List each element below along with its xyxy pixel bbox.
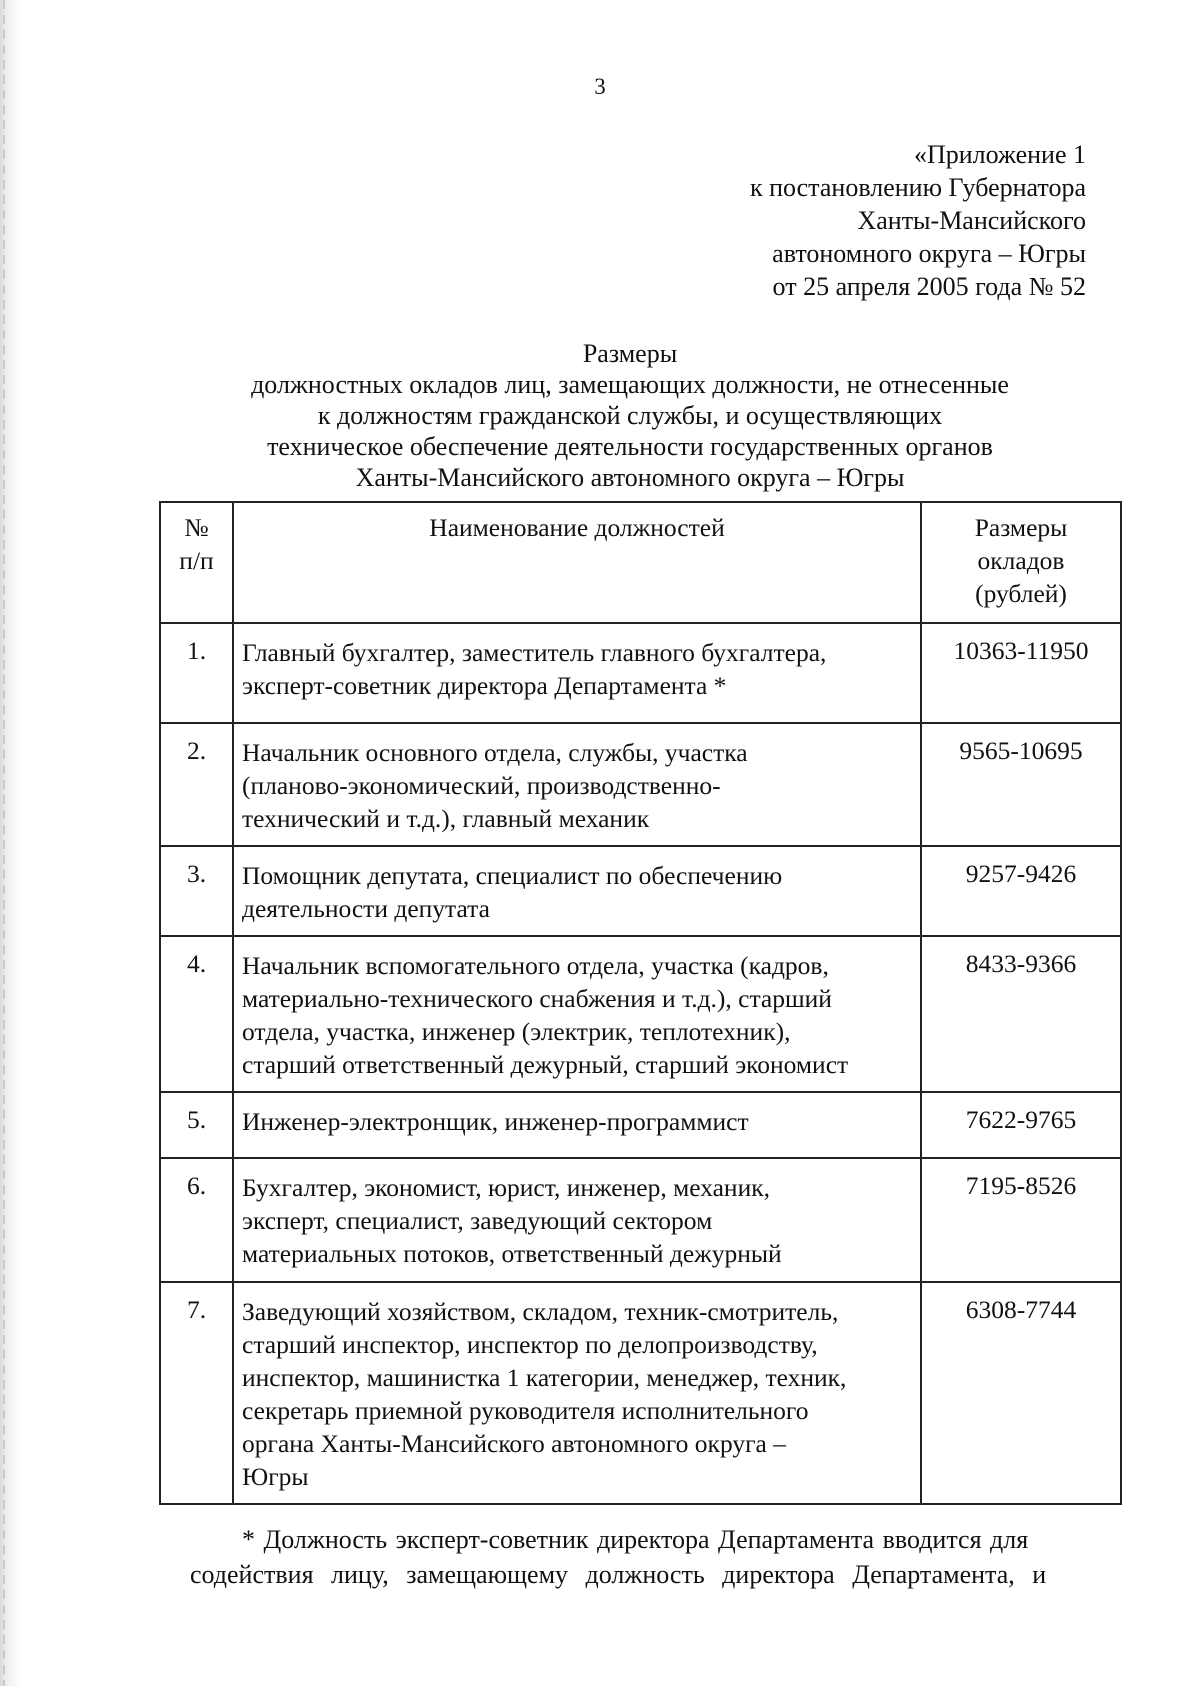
title-line: должностных окладов лиц, замещающих должности, не отнесенные: [251, 370, 1009, 399]
position-name-line: Помощник депутата, специалист по обеспечению: [242, 861, 783, 890]
header-salary-line: Размеры: [974, 513, 1068, 542]
table-row: [160, 936, 1121, 1092]
table-row: [160, 1158, 1121, 1282]
footnote-line: содействия лицу, замещающему должность директора Департамента, и: [190, 1560, 1047, 1589]
position-name-line: деятельности депутата: [242, 894, 490, 923]
position-name-line: старший инспектор, инспектор по делопроизводству,: [242, 1330, 818, 1359]
position-name-line: Главный бухгалтер, заместитель главного бухгалтера,: [242, 638, 827, 667]
row-position-name: [233, 623, 921, 723]
position-name-line: отдела, участка, инженер (электрик, теплотехник),: [242, 1017, 791, 1046]
position-name-line: (планово-экономический, производственно-: [242, 771, 721, 800]
row-salary-range: 7195-8526: [921, 1158, 1121, 1282]
row-number: 7.: [160, 1282, 233, 1504]
row-salary-range: 9565-10695: [921, 723, 1121, 846]
position-name-line: эксперт, специалист, заведующий сектором: [242, 1206, 713, 1235]
attachment-line: «Приложение 1: [913, 140, 1086, 169]
position-name-line: технический и т.д.), главный механик: [242, 804, 650, 833]
row-number: 6.: [160, 1158, 233, 1282]
row-number: 1.: [160, 623, 233, 723]
footnote: [190, 1522, 1120, 1592]
header-salary: [921, 502, 1121, 623]
row-number: 2.: [160, 723, 233, 846]
row-salary-range: 7622-9765: [921, 1092, 1121, 1158]
attachment-line: Ханты-Мансийского: [857, 206, 1086, 235]
row-salary-range: 9257-9426: [921, 846, 1121, 936]
row-position-name: [233, 1282, 921, 1504]
header-number-line: №: [184, 513, 209, 542]
position-name-line: Бухгалтер, экономист, юрист, инженер, механик,: [242, 1173, 770, 1202]
table-row: [160, 1092, 1121, 1158]
attachment-line: от 25 апреля 2005 года № 52: [772, 272, 1086, 301]
position-name-line: эксперт-советник директора Департамента *: [242, 671, 727, 700]
row-number: 3.: [160, 846, 233, 936]
position-name-line: органа Ханты-Мансийского автономного округа –: [242, 1429, 787, 1458]
row-position-name: [233, 1158, 921, 1282]
row-position-name: [233, 936, 921, 1092]
header-salary-line: (рублей): [975, 579, 1067, 608]
row-number: 4.: [160, 936, 233, 1092]
position-name-line: старший ответственный дежурный, старший экономист: [242, 1050, 849, 1079]
position-name-line: секретарь приемной руководителя исполнительного: [242, 1396, 809, 1425]
row-salary-range: 6308-7744: [921, 1282, 1121, 1504]
salary-table: [159, 501, 1122, 1505]
row-position-name: [233, 846, 921, 936]
table-row: [160, 1282, 1121, 1504]
header-salary-line: окладов: [977, 546, 1065, 575]
table-row: [160, 846, 1121, 936]
title-line: техническое обеспечение деятельности государственных органов: [267, 432, 993, 461]
header-name-text: Наименование должностей: [429, 513, 725, 542]
position-name-line: Инженер-электронщик, инженер-программист: [242, 1107, 749, 1136]
header-number-line: п/п: [179, 546, 214, 575]
row-position-name: [233, 1092, 921, 1158]
attachment-line: к постановлению Губернатора: [749, 173, 1086, 202]
page-number: 3: [594, 74, 606, 99]
table-header-row: [160, 502, 1121, 623]
footnote-line: * Должность эксперт-советник директора Департамента вводится для: [242, 1525, 1029, 1554]
table-row: [160, 723, 1121, 846]
position-name-line: Начальник основного отдела, службы, участка: [242, 738, 748, 767]
position-name-line: Югры: [242, 1462, 309, 1491]
position-name-line: материальных потоков, ответственный дежурный: [242, 1239, 782, 1268]
position-name-line: Начальник вспомогательного отдела, участка (кадров,: [242, 951, 829, 980]
row-salary-range: 8433-9366: [921, 936, 1121, 1092]
row-position-name: [233, 723, 921, 846]
document-title: [0, 338, 1200, 493]
header-name: [233, 502, 921, 623]
header-number: [160, 502, 233, 623]
row-salary-range: 10363-11950: [921, 623, 1121, 723]
title-line: Ханты-Мансийского автономного округа – Югры: [355, 463, 905, 492]
position-name-line: материально-технического снабжения и т.д.), старший: [242, 984, 832, 1013]
table-row: [160, 623, 1121, 723]
attachment-header: [750, 138, 1086, 303]
row-number: 5.: [160, 1092, 233, 1158]
title-line: к должностям гражданской службы, и осуществляющих: [317, 401, 943, 430]
scan-edge: [0, 0, 22, 1686]
attachment-line: автономного округа – Югры: [772, 239, 1086, 268]
title-line: Размеры: [582, 339, 678, 368]
position-name-line: инспектор, машинистка 1 категории, менеджер, техник,: [242, 1363, 847, 1392]
position-name-line: Заведующий хозяйством, складом, техник-смотритель,: [242, 1297, 839, 1326]
